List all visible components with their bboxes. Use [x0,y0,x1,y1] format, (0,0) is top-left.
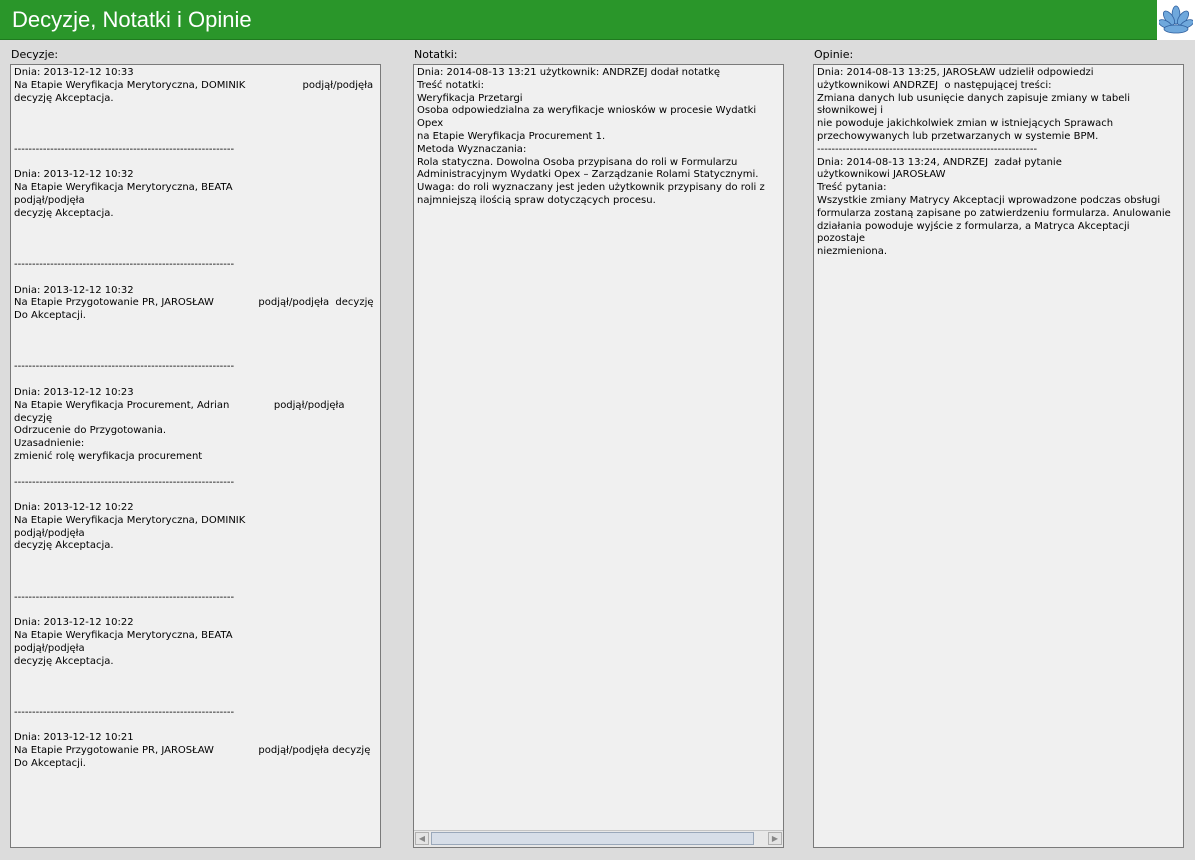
decyzje-label: Decyzje: [11,48,59,61]
notatki-panel[interactable] [413,64,784,848]
decision-text: Na Etapie Weryfikacja Procurement, Adrian podjął/podjęła decyzję [14,399,348,424]
decision-text: Na Etapie Przygotowanie PR, JAROSŁAW podjął/podjęła decyzję [14,745,371,757]
note-line: na Etapie Weryfikacja Procurement 1. [417,130,606,142]
decision-separator: ------------------------------------------------------------- [14,143,235,155]
note-line: Treść notatki: [417,79,484,91]
decision-text: Na Etapie Przygotowanie PR, JAROSŁAW podjął/podjęła decyzję [14,297,374,309]
opinion-line: Treść pytania: [817,182,887,194]
spacer [14,323,377,361]
note-line: Uwaga: do roli wyznaczany jest jeden użytkownik przypisany do roli z [417,182,765,194]
scrollbar-thumb[interactable] [431,832,754,845]
spacer [14,272,377,285]
spacer [14,374,377,387]
opinion-line: użytkownikowi JAROSŁAW [817,169,946,181]
decision-entry [14,617,377,668]
decision-text: zmienić rolę weryfikacja procurement [14,450,203,462]
decision-text: Do Akceptacji. [14,758,86,770]
opinie-content [814,65,1183,261]
note-line: Metoda Wyznaczania: [417,143,527,155]
opinion-line: formularza zostaną zapisane po zatwierdzeniu formularza. Anulowanie [817,207,1171,219]
spacer [14,105,377,143]
opinion-line: nie powoduje jakichkolwiek zmian w istniejących Sprawach [817,118,1114,130]
opinion-line: Dnia: 2014-08-13 13:24, ANDRZEJ zadał pytanie [817,156,1062,168]
company-logo [1157,0,1195,40]
note-line: Weryfikacja Przetargi [417,92,523,104]
decision-date: Dnia: 2013-12-12 10:21 [14,732,134,744]
notatki-content [414,65,783,210]
spacer [14,489,377,502]
opinie-label: Opinie: [814,48,854,61]
opinion-line: Wszystkie zmiany Matrycy Akceptacji wprowadzone podczas obsługi [817,194,1161,206]
spacer [14,668,377,706]
spacer [14,157,377,170]
decision-separator: ------------------------------------------------------------- [14,706,235,718]
opinion-line: Zmiana danych lub usunięcie danych zapisuje zmiany w tabeli słownikowej i [817,92,1134,117]
decision-text: Odrzucenie do Przygotowania. [14,425,167,437]
decision-entry [14,387,377,464]
decision-entry [14,732,377,770]
opinion-separator: ------------------------------------------------------------- [817,143,1038,155]
decision-date: Dnia: 2013-12-12 10:23 [14,386,134,398]
decision-entry [14,169,377,220]
scroll-left-icon[interactable]: ◀ [415,832,429,845]
spacer [14,604,377,617]
note-line: Dnia: 2014-08-13 13:21 użytkownik: ANDRZEJ dodał notatkę [417,67,720,78]
decision-entry [14,67,377,105]
decision-text: decyzję Akceptacja. [14,540,114,552]
opinie-panel[interactable] [813,64,1184,848]
decision-date: Dnia: 2013-12-12 10:22 [14,502,134,514]
note-line: Administracyjnym Wydatki Opex – Zarządzanie Rolami Statycznymi. [417,169,759,181]
decision-separator: ------------------------------------------------------------- [14,258,235,270]
decision-text: decyzję Akceptacja. [14,207,114,219]
decision-entry [14,502,377,553]
decision-separator: ------------------------------------------------------------- [14,361,235,373]
decision-text: Do Akceptacji. [14,310,86,322]
decision-text: Na Etapie Weryfikacja Merytoryczna, DOMINIK podjął/podjęła [14,79,374,91]
notatki-label: Notatki: [414,48,458,61]
note-line: Osoba odpowiedzialna za weryfikacje wniosków w procesie Wydatki Opex [417,105,760,130]
decision-separator: ------------------------------------------------------------- [14,476,235,488]
decision-text: Na Etapie Weryfikacja Merytoryczna, BEATA podjął/podjęła [14,630,316,654]
decision-text: decyzję Akceptacja. [14,655,114,667]
note-line: najmniejszą ilością spraw dotyczących procesu. [417,194,656,206]
decision-date: Dnia: 2013-12-12 10:33 [14,67,134,78]
decision-date: Dnia: 2013-12-12 10:32 [14,169,134,181]
decyzje-content [11,65,380,773]
spacer [14,553,377,591]
decision-text: Na Etapie Weryfikacja Merytoryczna, DOMINIK podjął/podjęła [14,514,309,539]
opinion-line: przechowywanych lub przetwarzanych w systemie BPM. [817,130,1099,142]
decision-separator: ------------------------------------------------------------- [14,591,235,603]
page-title: Decyzje, Notatki i Opinie [12,7,252,32]
decision-date: Dnia: 2013-12-12 10:32 [14,284,134,296]
decision-text: Uzasadnienie: [14,438,85,450]
spacer [14,720,377,733]
header-bar [0,0,1195,40]
decision-text: decyzję Akceptacja. [14,92,114,104]
opinion-line: użytkownikowi ANDRZEJ o następującej treści: [817,79,1052,91]
decyzje-panel[interactable] [10,64,381,848]
spacer [14,221,377,259]
decision-text: Na Etapie Weryfikacja Merytoryczna, BEATA podjął/podjęła [14,182,348,206]
decision-date: Dnia: 2013-12-12 10:22 [14,617,134,629]
horizontal-scrollbar[interactable] [414,830,783,847]
scroll-right-icon[interactable]: ▶ [768,832,782,845]
note-line: Rola statyczna. Dowolna Osoba przypisana do roli w Formularzu [417,156,738,168]
opinion-line: działania powoduje wyjście z formularza, a Matryca Akceptacji pozostaje [817,220,1133,245]
decision-entry [14,285,377,323]
opinion-line: niezmieniona. [817,246,888,258]
logo-icon [1159,3,1193,37]
opinion-line: Dnia: 2014-08-13 13:25, JAROSŁAW udzielił odpowiedzi [817,67,1094,78]
spacer [14,464,377,477]
